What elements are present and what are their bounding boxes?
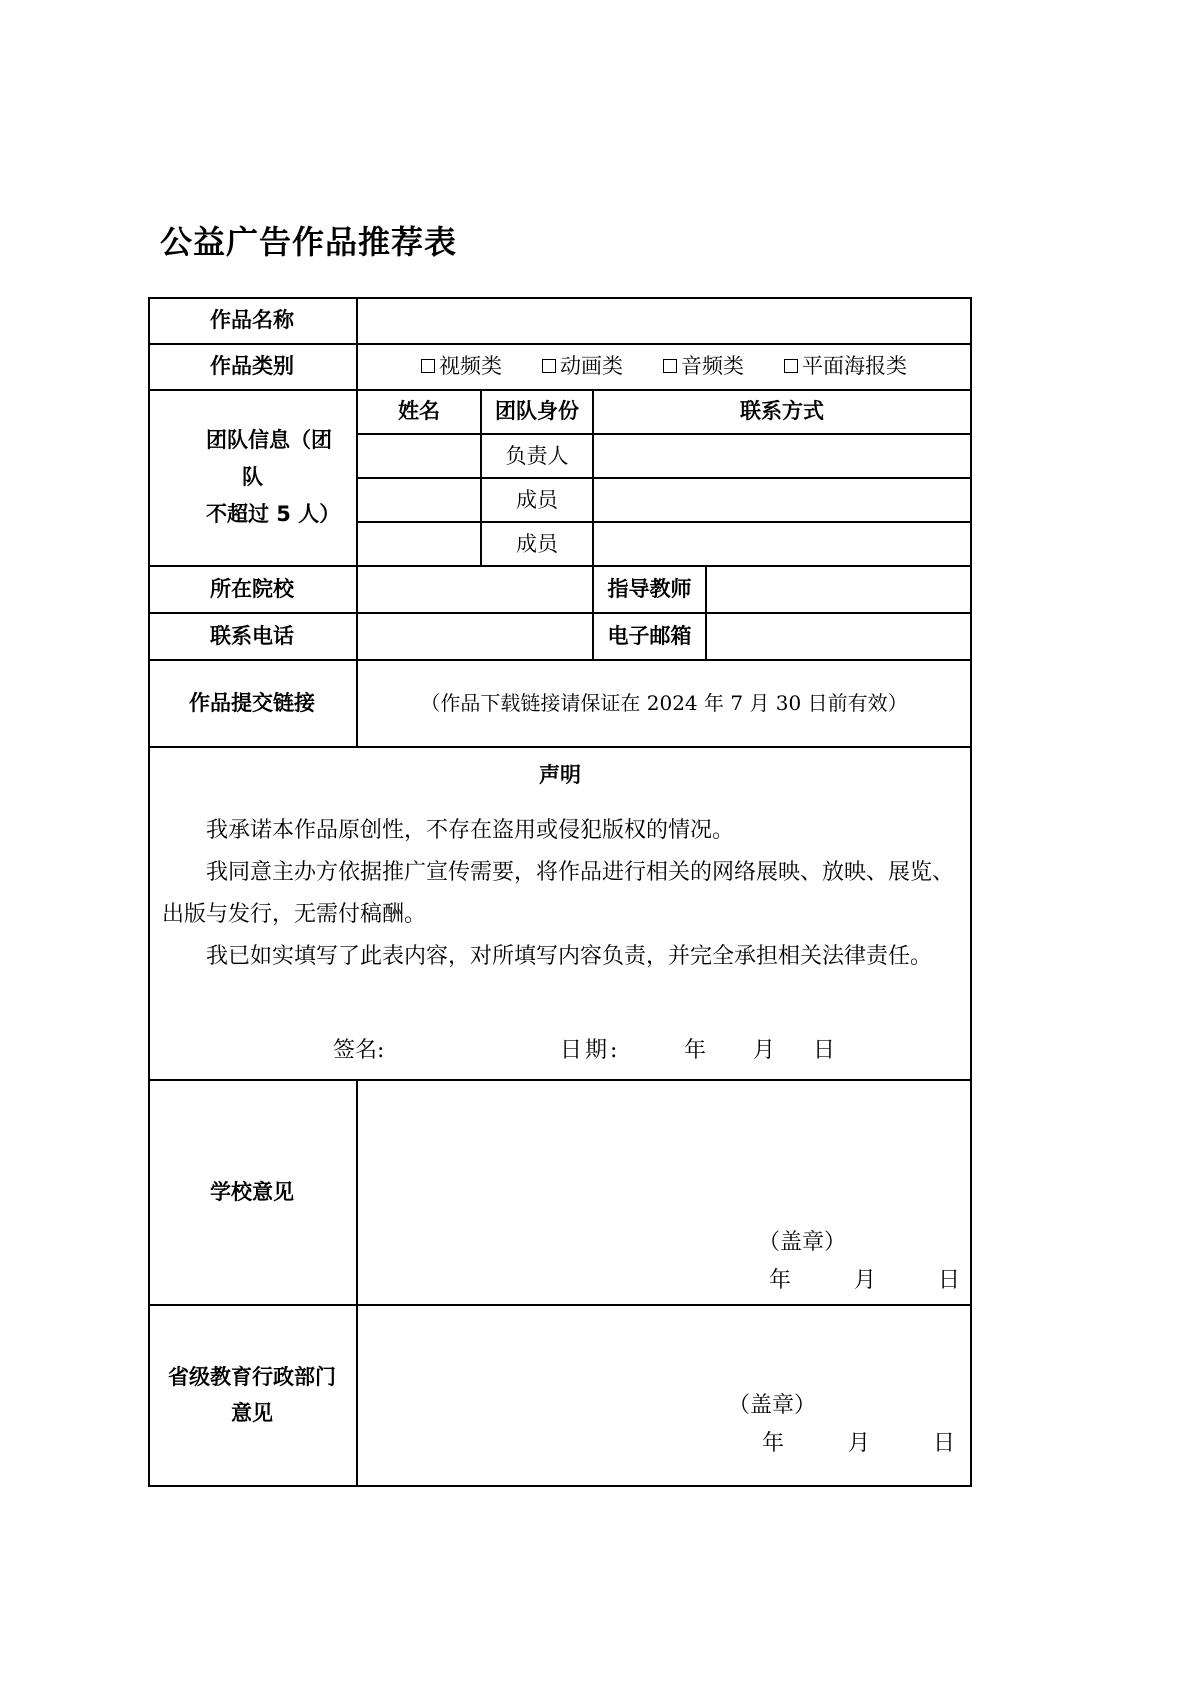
- province-opinion-month: 月: [848, 1431, 871, 1456]
- checkbox-icon[interactable]: [663, 359, 677, 373]
- form-border-right: [970, 297, 972, 1487]
- province-opinion-label: 省级教育行政部门 意见: [168, 1364, 336, 1425]
- team-role-leader: 负责人: [505, 444, 569, 468]
- team-name-field[interactable]: [358, 479, 480, 521]
- category-option-audio[interactable]: 音频类: [663, 350, 744, 382]
- date-month: 月: [753, 1038, 776, 1063]
- link-label: 作品提交链接: [189, 690, 315, 715]
- school-opinion-label: 学校意见: [210, 1179, 294, 1204]
- team-name-field[interactable]: [358, 523, 480, 565]
- school-opinion-month: 月: [854, 1268, 877, 1293]
- advisor-label: 指导教师: [607, 576, 692, 601]
- work-name-field[interactable]: [358, 299, 970, 343]
- phone-field[interactable]: [358, 614, 592, 659]
- checkbox-icon[interactable]: [784, 359, 798, 373]
- province-opinion-seal: （盖章）: [728, 1393, 817, 1418]
- date-label: 日期:: [560, 1038, 621, 1063]
- team-header-contact: 联系方式: [740, 399, 824, 423]
- row-divider: [148, 746, 972, 748]
- category-option-poster[interactable]: 平面海报类: [784, 350, 907, 382]
- work-name-label: 作品名称: [210, 308, 294, 332]
- date-year: 年: [684, 1038, 707, 1063]
- school-label: 所在院校: [210, 576, 294, 601]
- email-field[interactable]: [707, 614, 970, 659]
- checkbox-icon[interactable]: [542, 359, 556, 373]
- category-label: 作品类别: [210, 354, 294, 378]
- recommendation-form: [148, 297, 972, 1487]
- school-opinion-year: 年: [769, 1268, 792, 1293]
- category-option-video[interactable]: 视频类: [421, 350, 502, 382]
- declaration-paragraph: 我承诺本作品原创性，不存在盗用或侵犯版权的情况。: [206, 818, 735, 843]
- team-header-role: 团队身份: [495, 399, 579, 423]
- category-options: [358, 343, 970, 389]
- province-opinion-year: 年: [762, 1431, 785, 1456]
- declaration-heading: 声明: [539, 763, 581, 787]
- school-opinion-seal: （盖章）: [758, 1230, 847, 1255]
- category-option-animation[interactable]: 动画类: [542, 350, 623, 382]
- team-contact-field[interactable]: [594, 523, 970, 565]
- school-opinion-day: 日: [938, 1268, 961, 1293]
- checkbox-icon[interactable]: [421, 359, 435, 373]
- team-role-member: 成员: [516, 532, 558, 556]
- declaration-paragraph: 我已如实填写了此表内容，对所填写内容负责，并完全承担相关法律责任。: [206, 944, 933, 969]
- declaration-paragraph: 我同意主办方依据推广宣传需要，将作品进行相关的网络展映、放映、展览、出版与发行，无需付稿酬。: [162, 860, 955, 927]
- form-border-bottom: [148, 1485, 972, 1487]
- date-day: 日: [813, 1038, 836, 1063]
- team-header-name: 姓名: [398, 399, 440, 423]
- school-field[interactable]: [358, 567, 592, 612]
- advisor-field[interactable]: [707, 567, 970, 612]
- team-info-label: 团队信息（团 队 不超过 5 人）: [206, 427, 341, 526]
- team-name-field[interactable]: [358, 435, 480, 477]
- label-column-divider: [356, 1079, 358, 1487]
- team-contact-field[interactable]: [594, 435, 970, 477]
- province-opinion-day: 日: [933, 1431, 956, 1456]
- team-contact-field[interactable]: [594, 479, 970, 521]
- declaration-body: [162, 810, 960, 978]
- phone-label: 联系电话: [210, 623, 294, 648]
- email-label: 电子邮箱: [607, 623, 692, 648]
- page-title: 公益广告作品推荐表: [160, 223, 458, 261]
- link-note[interactable]: （作品下载链接请保证在 2024 年 7 月 30 日前有效）: [420, 690, 908, 715]
- signature-label: 签名:: [333, 1038, 385, 1063]
- team-role-member: 成员: [516, 488, 558, 512]
